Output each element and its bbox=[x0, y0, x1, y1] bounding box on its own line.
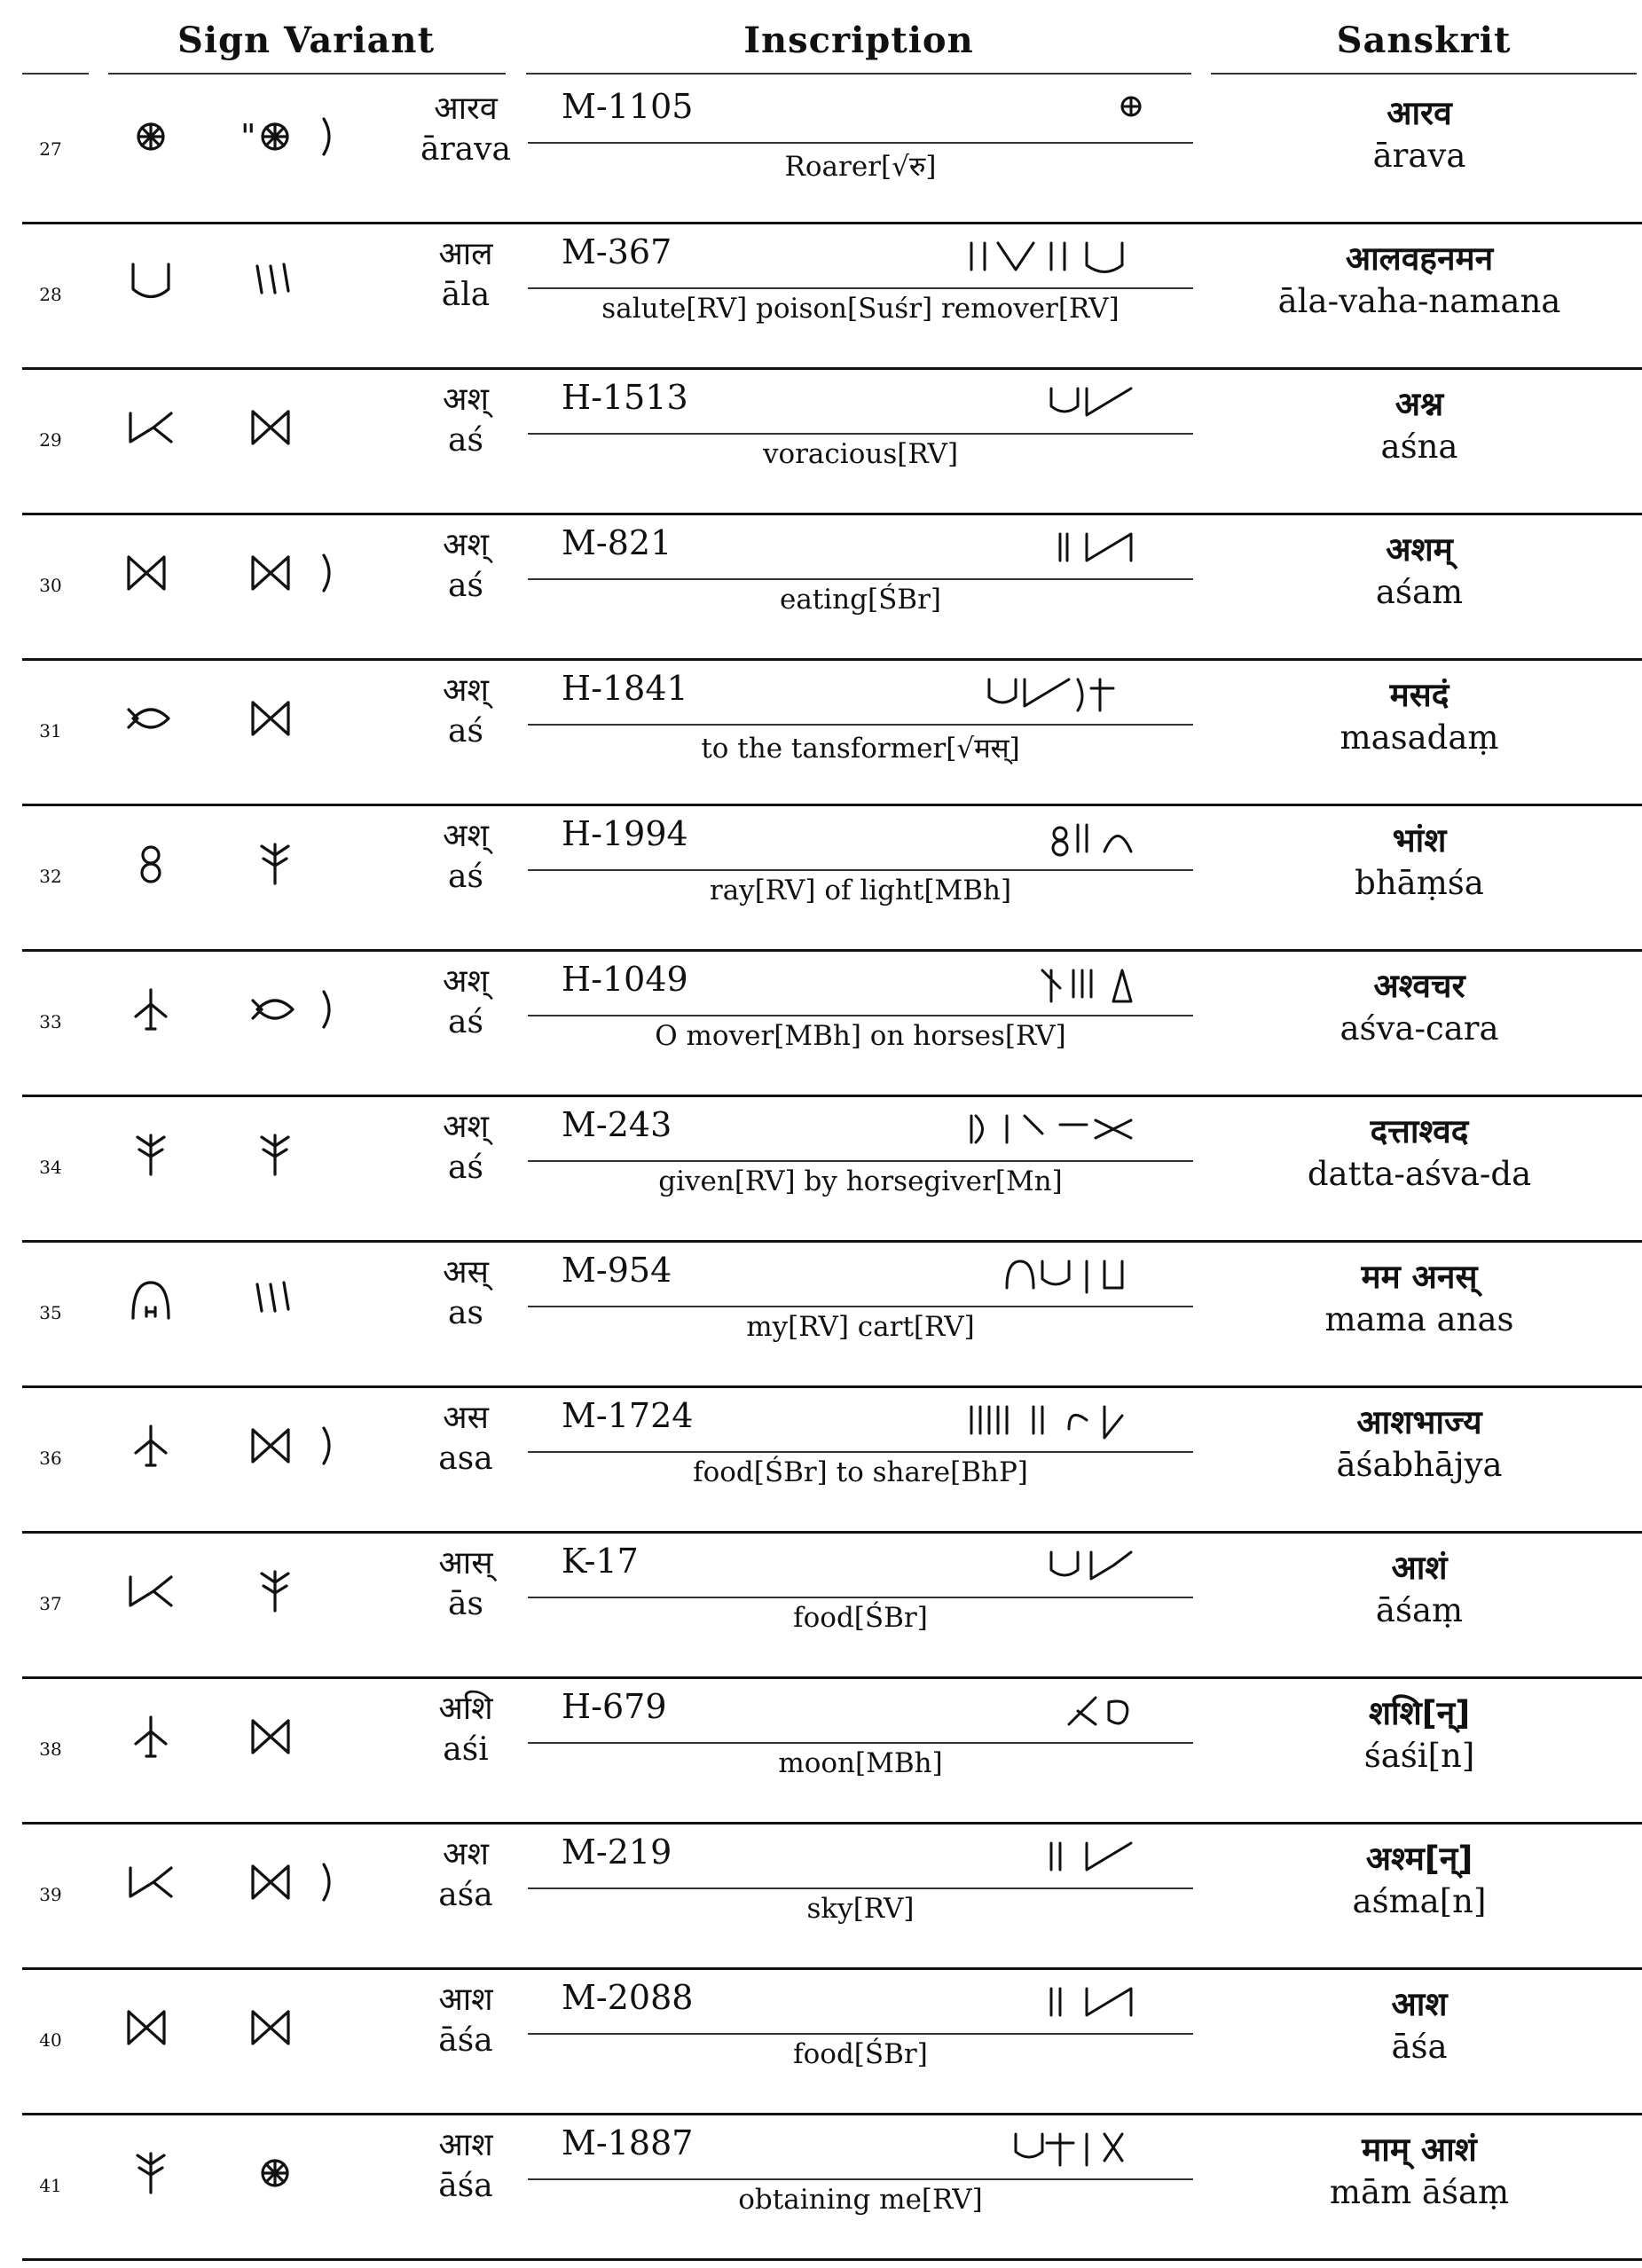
sign-glyph bbox=[120, 546, 182, 600]
sign-variant-icon bbox=[244, 110, 350, 163]
devanagari-root: अश् bbox=[443, 818, 489, 854]
sign-glyph bbox=[120, 983, 182, 1036]
devanagari-root: अश् bbox=[443, 527, 489, 563]
devanagari-root: आरव bbox=[434, 90, 498, 127]
row-number: 41 bbox=[39, 2175, 62, 2196]
sign-35-icon bbox=[120, 1274, 182, 1327]
sign-variant-glyph bbox=[244, 2001, 350, 2054]
inscription-code: M-219 bbox=[562, 1832, 672, 1872]
sanskrit-transliteration: aśma[n] bbox=[1352, 1882, 1487, 1920]
inscription-glyphs bbox=[954, 816, 1149, 860]
inscription-divider bbox=[528, 2178, 1193, 2180]
inscription-translation: food[ŚBr] bbox=[793, 1602, 928, 1634]
inscription-translation: moon[MBh] bbox=[778, 1747, 943, 1779]
sanskrit-transliteration: āśa bbox=[1391, 2028, 1448, 2066]
sign-variant-glyph bbox=[244, 255, 350, 309]
inscription-code: M-1724 bbox=[562, 1396, 694, 1435]
transliteration-root: aś bbox=[448, 1150, 483, 1186]
transliteration-root: āśa bbox=[438, 2022, 493, 2059]
inscription-translation: given[RV] by horsegiver[Mn] bbox=[658, 1165, 1063, 1197]
sanskrit-transliteration: āśaṃ bbox=[1375, 1591, 1464, 1629]
sanskrit-devanagari: आलवहनमन bbox=[1345, 239, 1494, 278]
sanskrit-devanagari: आशं bbox=[1391, 1549, 1448, 1587]
sign-glyph bbox=[120, 1565, 182, 1618]
sign-38-icon bbox=[120, 1710, 182, 1763]
inscription-code: H-1841 bbox=[562, 669, 688, 708]
inscription-code: H-1994 bbox=[562, 814, 688, 853]
table-row bbox=[22, 76, 1642, 224]
sanskrit-transliteration: ārava bbox=[1372, 137, 1466, 175]
row-number: 27 bbox=[39, 138, 62, 160]
inscription-icon bbox=[954, 816, 1149, 860]
sign-glyph bbox=[120, 401, 182, 454]
row-number: 38 bbox=[39, 1738, 62, 1760]
inscription-glyphs bbox=[954, 1980, 1149, 2024]
sanskrit-transliteration: śaśi[n] bbox=[1363, 1737, 1475, 1775]
sanskrit-devanagari: अशम् bbox=[1386, 530, 1453, 569]
sign-glyph bbox=[120, 2146, 182, 2200]
inscription-glyphs bbox=[954, 961, 1149, 1006]
inscription-code: M-367 bbox=[562, 232, 672, 271]
sign-variant-icon bbox=[244, 1856, 350, 1909]
sign-variant-glyph bbox=[244, 401, 350, 454]
inscription-code: M-954 bbox=[562, 1251, 672, 1290]
row-number: 33 bbox=[39, 1011, 62, 1032]
inscription-icon bbox=[954, 1107, 1149, 1151]
sanskrit-transliteration: mām āśaṃ bbox=[1329, 2173, 1510, 2211]
table-row bbox=[22, 1676, 1642, 1825]
row-number: 36 bbox=[39, 1448, 62, 1469]
row-number: 28 bbox=[39, 284, 62, 305]
sign-variant-icon bbox=[244, 2001, 350, 2054]
sanskrit-devanagari: मम अनस् bbox=[1361, 1258, 1478, 1296]
inscription-translation: to the tansformer[√मस्] bbox=[701, 733, 1020, 765]
devanagari-root: अश् bbox=[443, 963, 489, 1000]
table-row bbox=[22, 804, 1642, 952]
sign-variant-glyph bbox=[244, 837, 350, 891]
sign-glyph bbox=[120, 1128, 182, 1181]
inscription-icon bbox=[954, 1252, 1149, 1297]
devanagari-root: अश् bbox=[443, 1109, 489, 1145]
inscription-divider bbox=[528, 433, 1193, 435]
sign-30-icon bbox=[120, 546, 182, 600]
sign-28-icon bbox=[120, 255, 182, 309]
sanskrit-devanagari: आरव bbox=[1387, 94, 1452, 132]
sign-36-icon bbox=[120, 1419, 182, 1472]
devanagari-root: आल bbox=[438, 236, 493, 272]
inscription-code: M-1105 bbox=[562, 87, 694, 126]
transliteration-root: aś bbox=[448, 568, 483, 604]
sanskrit-transliteration: āśabhājya bbox=[1336, 1446, 1503, 1484]
row-number: 32 bbox=[39, 866, 62, 887]
sanskrit-transliteration: datta-aśva-da bbox=[1307, 1155, 1532, 1193]
header-rule bbox=[1211, 73, 1637, 75]
transliteration-root: as bbox=[448, 1295, 483, 1331]
transliteration-root: aśa bbox=[438, 1877, 493, 1913]
sign-variant-icon bbox=[244, 1419, 350, 1472]
table-row bbox=[22, 1967, 1642, 2115]
sanskrit-transliteration: mama anas bbox=[1324, 1300, 1514, 1338]
transliteration-root: aśi bbox=[443, 1731, 489, 1768]
sanskrit-transliteration: aśam bbox=[1375, 573, 1464, 611]
sign-32-icon bbox=[120, 837, 182, 891]
inscription-glyphs bbox=[954, 234, 1149, 279]
sign-variant-glyph bbox=[244, 1128, 350, 1181]
inscription-glyphs bbox=[954, 1107, 1149, 1151]
header-rule bbox=[22, 73, 89, 75]
sign-glyph bbox=[120, 1710, 182, 1763]
table-row bbox=[22, 2113, 1642, 2261]
sign-variant-icon bbox=[244, 1128, 350, 1181]
devanagari-root: अस् bbox=[443, 1254, 489, 1291]
table-row bbox=[22, 658, 1642, 806]
devanagari-root: अस bbox=[443, 1400, 489, 1436]
inscription-divider bbox=[528, 142, 1193, 144]
sanskrit-transliteration: aśna bbox=[1380, 428, 1458, 466]
inscription-code: H-1513 bbox=[562, 378, 688, 417]
sign-37-icon bbox=[120, 1565, 182, 1618]
inscription-code: M-2088 bbox=[562, 1978, 694, 2017]
header-sign-variant: Sign Variant bbox=[177, 20, 436, 61]
sign-variant-glyph bbox=[244, 2146, 350, 2200]
sign-variant-icon bbox=[244, 2146, 350, 2200]
sign-variant-icon bbox=[244, 983, 350, 1036]
devanagari-root: आश bbox=[438, 1982, 493, 2018]
devanagari-root: आश bbox=[438, 2127, 493, 2163]
inscription-translation: O mover[MBh] on horses[RV] bbox=[655, 1020, 1066, 1052]
sign-variant-icon bbox=[244, 401, 350, 454]
table-row bbox=[22, 1240, 1642, 1388]
inscription-glyphs bbox=[954, 525, 1149, 569]
inscription-glyphs bbox=[954, 89, 1149, 133]
sanskrit-devanagari: दत्ताश्वद bbox=[1370, 1112, 1469, 1150]
inscription-icon bbox=[954, 525, 1149, 569]
inscription-divider bbox=[528, 287, 1193, 289]
inscription-divider bbox=[528, 1306, 1193, 1307]
inscription-glyphs bbox=[954, 2125, 1149, 2170]
table-header bbox=[0, 0, 1642, 80]
inscription-divider bbox=[528, 869, 1193, 871]
transliteration-root: aś bbox=[448, 859, 483, 895]
inscription-glyphs bbox=[954, 380, 1149, 424]
inscription-divider bbox=[528, 724, 1193, 726]
inscription-translation: food[ŚBr] bbox=[793, 2038, 928, 2070]
inscription-icon bbox=[954, 671, 1149, 715]
inscription-divider bbox=[528, 1742, 1193, 1744]
sign-variant-glyph bbox=[244, 983, 350, 1036]
sanskrit-devanagari: आश bbox=[1391, 1985, 1448, 2023]
sanskrit-transliteration: aśva-cara bbox=[1340, 1009, 1499, 1048]
transliteration-root: asa bbox=[438, 1440, 493, 1477]
sign-glyph bbox=[120, 1274, 182, 1327]
inscription-glyphs bbox=[954, 1689, 1149, 1733]
sanskrit-devanagari: भांश bbox=[1392, 821, 1447, 859]
inscription-icon bbox=[954, 961, 1149, 1006]
transliteration-root: āla bbox=[441, 277, 491, 313]
transliteration-root: aś bbox=[448, 713, 483, 749]
sign-40-icon bbox=[120, 2001, 182, 2054]
table-row bbox=[22, 222, 1642, 370]
transliteration-root: āśa bbox=[438, 2168, 493, 2204]
inscription-glyphs bbox=[954, 671, 1149, 715]
sanskrit-transliteration: āla-vaha-namana bbox=[1277, 282, 1561, 320]
inscription-icon bbox=[954, 1398, 1149, 1442]
inscription-icon bbox=[954, 380, 1149, 424]
inscription-code: M-1887 bbox=[562, 2123, 694, 2162]
row-number: 34 bbox=[39, 1157, 62, 1178]
sign-variant-glyph bbox=[244, 1419, 350, 1472]
sign-variant-icon bbox=[244, 692, 350, 745]
inscription-code: K-17 bbox=[562, 1542, 639, 1581]
sign-variant-glyph bbox=[244, 1565, 350, 1618]
inscription-code: M-243 bbox=[562, 1105, 672, 1144]
row-number: 40 bbox=[39, 2029, 62, 2051]
inscription-icon bbox=[954, 234, 1149, 279]
sign-33-icon bbox=[120, 983, 182, 1036]
table-row bbox=[22, 513, 1642, 661]
inscription-icon bbox=[954, 1980, 1149, 2024]
transliteration-root: ārava bbox=[420, 131, 511, 168]
table-row bbox=[22, 1822, 1642, 1970]
sign-variant-glyph bbox=[244, 1710, 350, 1763]
sign-glyph bbox=[120, 110, 182, 163]
sign-glyph bbox=[120, 837, 182, 891]
inscription-divider bbox=[528, 578, 1193, 580]
sanskrit-devanagari: अश्न bbox=[1395, 385, 1444, 423]
inscription-divider bbox=[528, 1015, 1193, 1016]
row-number: 31 bbox=[39, 720, 62, 742]
sign-41-icon bbox=[120, 2146, 182, 2200]
sign-34-icon bbox=[120, 1128, 182, 1181]
sign-glyph bbox=[120, 692, 182, 745]
sign-variant-icon bbox=[244, 1274, 350, 1327]
sign-29-icon bbox=[120, 401, 182, 454]
sign-glyph bbox=[120, 255, 182, 309]
inscription-code: M-821 bbox=[562, 523, 672, 562]
sanskrit-transliteration: masadaṃ bbox=[1340, 718, 1499, 757]
inscription-icon bbox=[954, 1543, 1149, 1588]
inscription-translation: obtaining me[RV] bbox=[738, 2184, 983, 2216]
header-sanskrit: Sanskrit bbox=[1336, 20, 1512, 61]
sign-glyph bbox=[120, 1419, 182, 1472]
row-number: 39 bbox=[39, 1884, 62, 1905]
inscription-translation: Roarer[√रु] bbox=[784, 151, 937, 183]
row-number: 30 bbox=[39, 575, 62, 596]
sign-variant-icon bbox=[244, 255, 350, 309]
row-number: 37 bbox=[39, 1593, 62, 1614]
sign-variant-glyph bbox=[244, 546, 350, 600]
header-rule bbox=[526, 73, 1191, 75]
sign-31-icon bbox=[120, 692, 182, 745]
sign-glyph bbox=[120, 2001, 182, 2054]
header-inscription: Inscription bbox=[743, 20, 974, 61]
table-row bbox=[22, 367, 1642, 515]
sign-variant-icon bbox=[244, 1710, 350, 1763]
devanagari-root: आस् bbox=[438, 1545, 493, 1581]
transliteration-root: aś bbox=[448, 422, 483, 459]
inscription-translation: my[RV] cart[RV] bbox=[746, 1311, 975, 1343]
devanagari-root: अश् bbox=[443, 672, 489, 709]
sign-variant-glyph bbox=[244, 1274, 350, 1327]
inscription-translation: salute[RV] poison[Suśr] remover[RV] bbox=[601, 293, 1120, 325]
sign-variant-quote: " bbox=[240, 117, 256, 156]
table-row bbox=[22, 1095, 1642, 1243]
sign-glyph bbox=[120, 1856, 182, 1909]
sign-39-icon bbox=[120, 1856, 182, 1909]
inscription-icon bbox=[954, 1834, 1149, 1879]
sanskrit-devanagari: माम् आशं bbox=[1362, 2131, 1477, 2169]
table-row bbox=[22, 1385, 1642, 1534]
inscription-code: H-679 bbox=[562, 1687, 667, 1726]
sanskrit-devanagari: मसदं bbox=[1389, 676, 1450, 714]
sanskrit-devanagari: अश्म[न्] bbox=[1365, 1840, 1473, 1878]
sign-27-icon bbox=[120, 110, 182, 163]
transliteration-root: aś bbox=[448, 1004, 483, 1040]
devanagari-root: अश bbox=[443, 1836, 489, 1872]
table-row bbox=[22, 1531, 1642, 1679]
sign-variant-glyph bbox=[244, 692, 350, 745]
inscription-glyphs bbox=[954, 1543, 1149, 1588]
sanskrit-devanagari: शशि[न्] bbox=[1368, 1694, 1471, 1732]
sign-variant-icon bbox=[244, 1565, 350, 1618]
inscription-icon bbox=[954, 2125, 1149, 2170]
inscription-glyphs bbox=[954, 1834, 1149, 1879]
sign-variant-icon bbox=[244, 546, 350, 600]
sanskrit-transliteration: bhāṃśa bbox=[1355, 864, 1484, 902]
inscription-divider bbox=[528, 1160, 1193, 1162]
sign-variant-icon bbox=[244, 837, 350, 891]
inscription-glyphs bbox=[954, 1398, 1149, 1442]
header-rule bbox=[108, 73, 506, 75]
inscription-divider bbox=[528, 2033, 1193, 2035]
inscription-icon bbox=[954, 1689, 1149, 1733]
sign-variant-glyph bbox=[244, 1856, 350, 1909]
inscription-divider bbox=[528, 1597, 1193, 1598]
sign-variant-glyph bbox=[240, 110, 350, 163]
inscription-code: H-1049 bbox=[562, 960, 688, 999]
transliteration-root: ās bbox=[448, 1586, 483, 1622]
sanskrit-devanagari: अश्वचर bbox=[1373, 967, 1465, 1005]
inscription-divider bbox=[528, 1887, 1193, 1889]
inscription-glyphs bbox=[954, 1252, 1149, 1297]
sanskrit-devanagari: आशभाज्य bbox=[1356, 1403, 1482, 1441]
inscription-translation: ray[RV] of light[MBh] bbox=[709, 875, 1012, 906]
inscription-translation: sky[RV] bbox=[806, 1893, 915, 1925]
table-row bbox=[22, 949, 1642, 1097]
devanagari-root: अशि bbox=[438, 1691, 493, 1727]
inscription-divider bbox=[528, 1451, 1193, 1453]
devanagari-root: अश् bbox=[443, 381, 489, 418]
row-number: 35 bbox=[39, 1302, 62, 1323]
inscription-icon bbox=[954, 89, 1149, 133]
inscription-translation: eating[ŚBr] bbox=[779, 584, 942, 616]
row-number: 29 bbox=[39, 429, 62, 451]
inscription-translation: food[ŚBr] to share[BhP] bbox=[693, 1456, 1028, 1488]
inscription-translation: voracious[RV] bbox=[762, 438, 959, 470]
